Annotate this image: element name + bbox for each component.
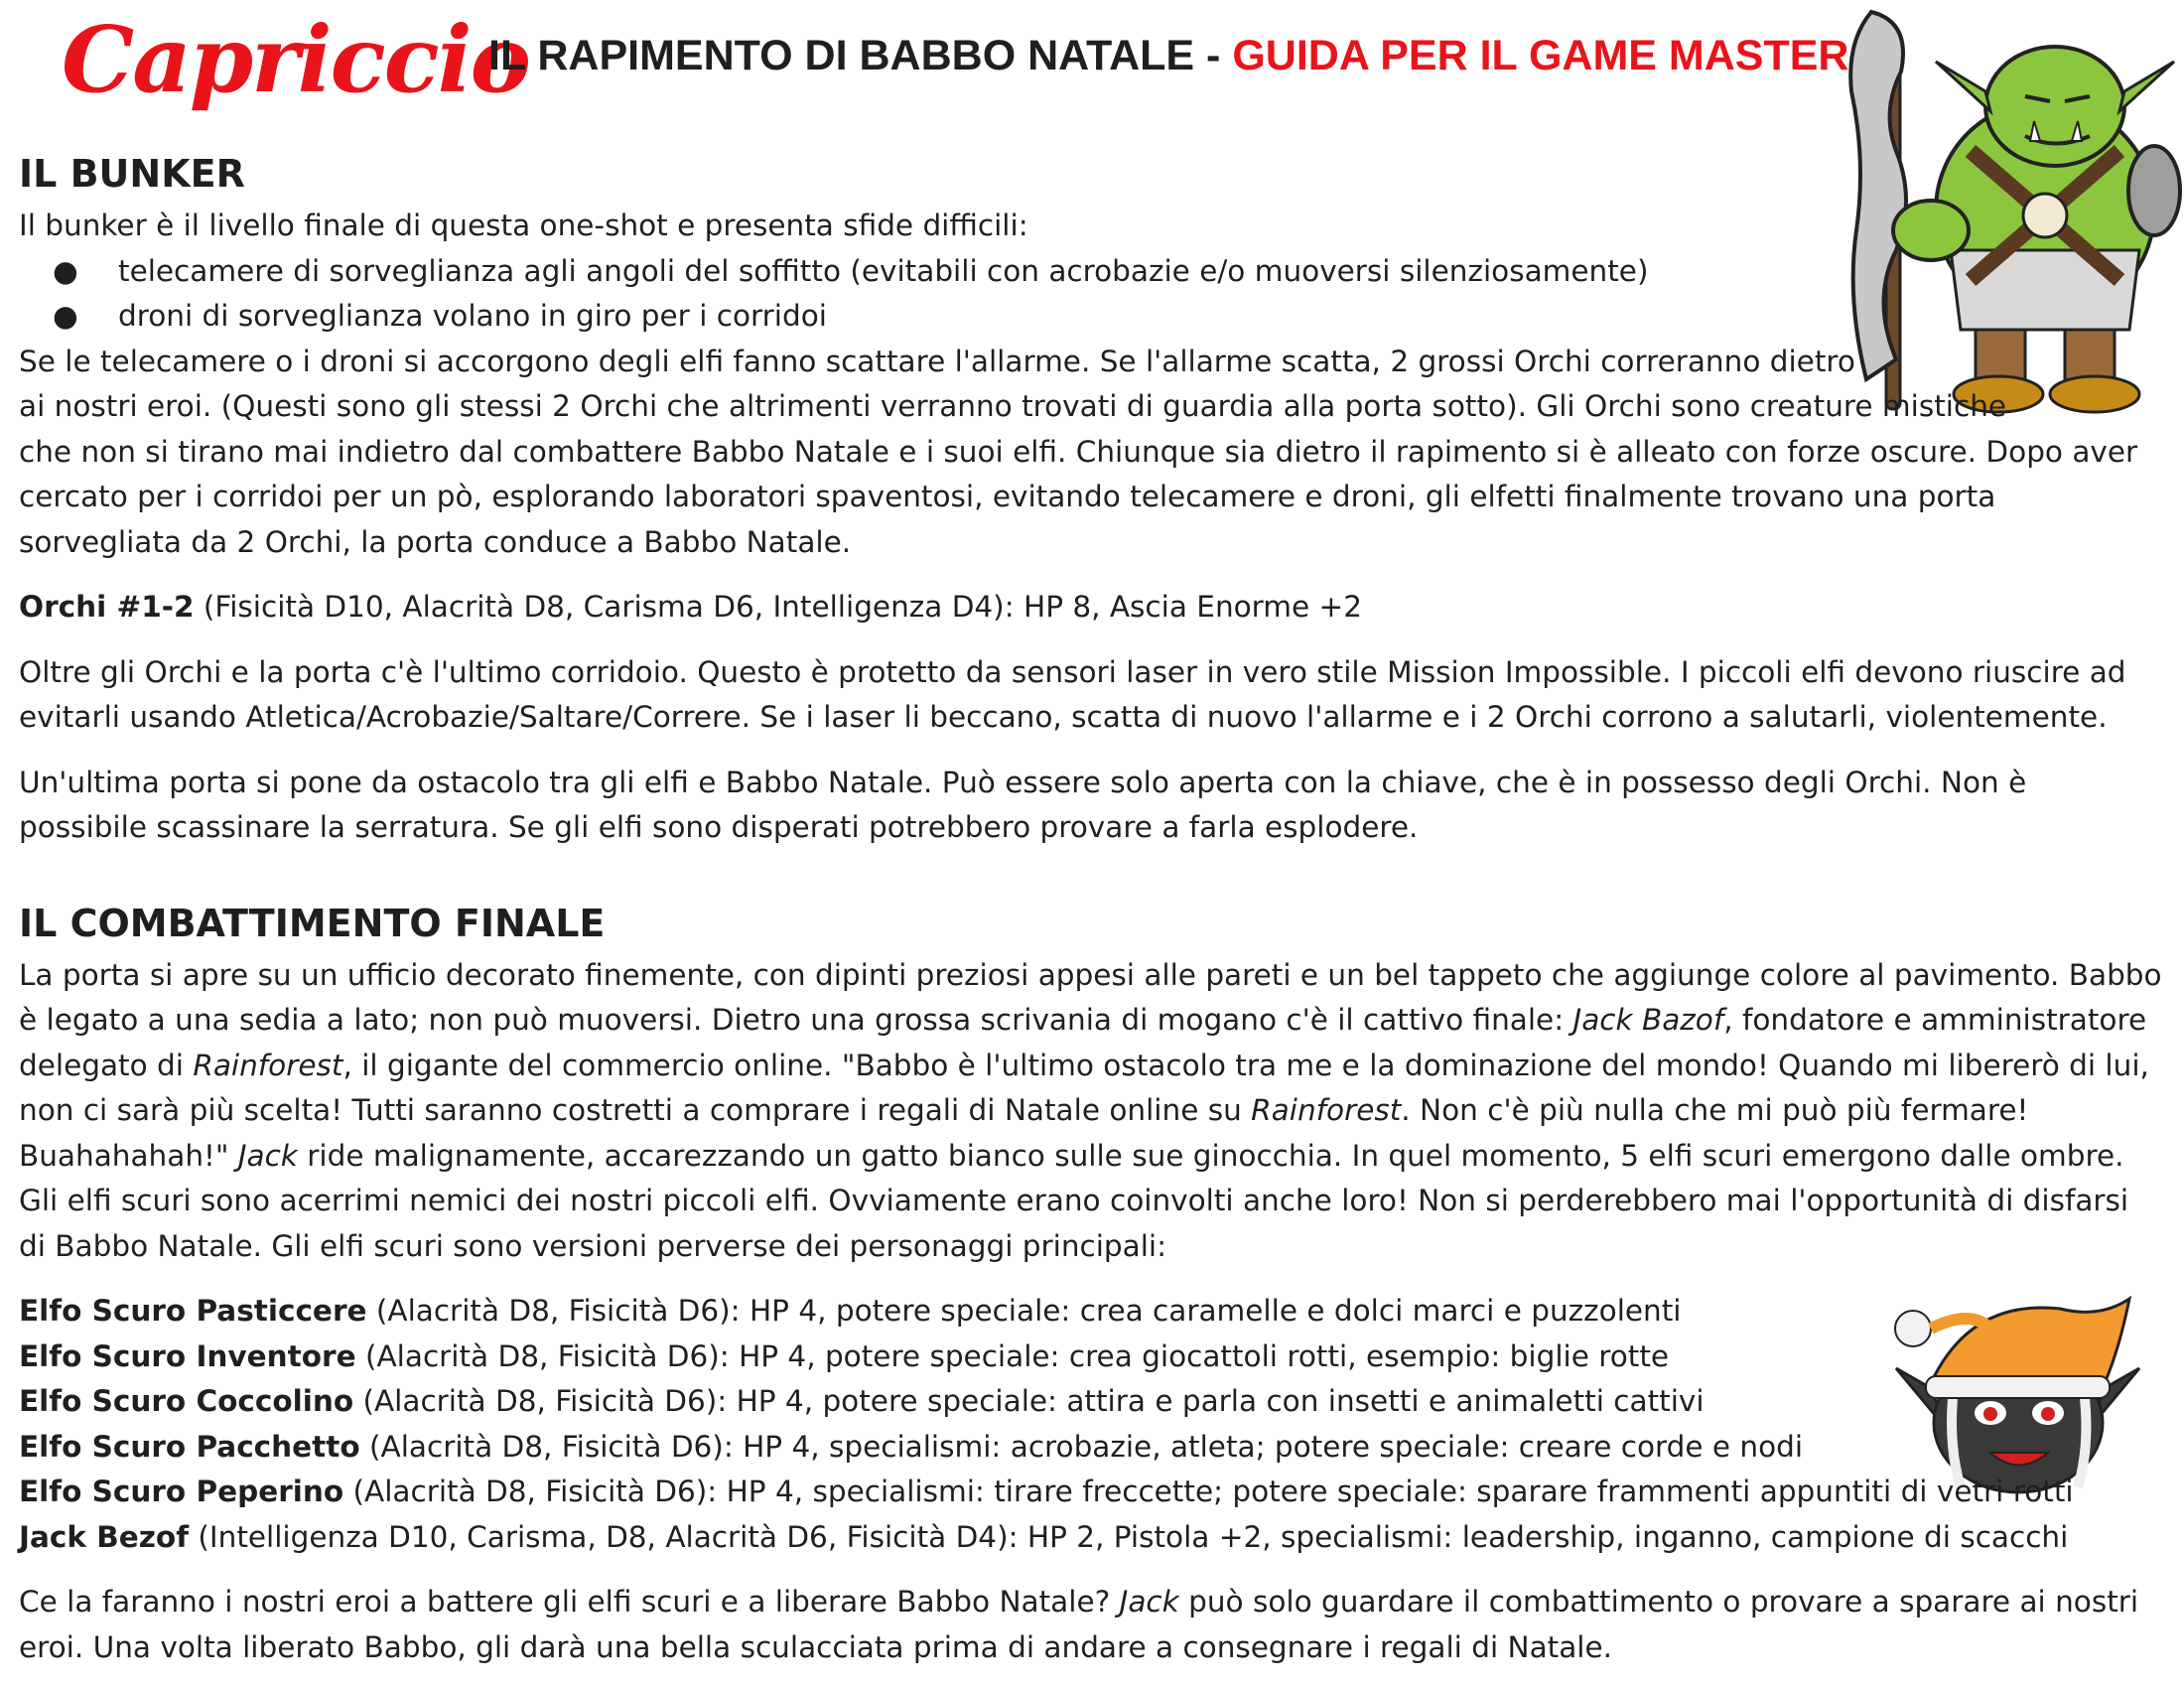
paragraph-line: Se le telecamere o i droni si accorgono degli elfi fanno scattare l'allarme. Se l'allarme scatta, 2 grossi Orchi correranno dietro (19, 344, 1855, 378)
bullet-icon: ● (53, 253, 78, 288)
text-run: , fondatore e amministratore delegato di (19, 1003, 2147, 1082)
enemy-row (19, 1289, 2163, 1335)
list-item (19, 249, 2163, 295)
enemy-name: Elfo Scuro Pasticcere (19, 1294, 367, 1328)
bunker-heading: IL BUNKER (19, 152, 245, 196)
bullet-text: telecamere di sorveglianza agli angoli del soffitto (evitabili con acrobazie e/o muoversi silenziosamente) (118, 253, 1649, 288)
text-run: Ce la faranno i nostri eroi a battere gli elfi scuri e a liberare Babbo Natale? (19, 1585, 1120, 1618)
text-run-italic: Rainforest (1251, 1093, 1402, 1127)
bunker-intro: Il bunker è il livello finale di questa one-shot e presenta sfide difficili: (19, 209, 1028, 242)
enemy-stats: (Alacrità D8, Fisicità D6): HP 4, specialismi: acrobazie, atleta; potere speciale: creare corde e nodi (359, 1429, 1804, 1464)
text-run-italic: Jack (1119, 1585, 1179, 1618)
enemy-name: Jack Bezof (19, 1519, 190, 1554)
enemy-stats: (Alacrità D8, Fisicità D6): HP 4, potere speciale: crea caramelle e dolci marci e puzzolenti (366, 1294, 1682, 1328)
enemy-stats: (Alacrità D8, Fisicità D6): HP 4, potere speciale: attira e parla con insetti e animaletti cattivi (353, 1384, 1705, 1418)
enemy-name: Elfo Scuro Coccolino (19, 1384, 354, 1418)
header-title: IL RAPIMENTO DI BABBO NATALE - (488, 32, 1233, 79)
enemy-name: Elfo Scuro Peperino (19, 1475, 344, 1508)
text-run: ride malignamente, accarezzando un gatto bianco sulle sue ginocchia. In quel momento, 5 elfi scuri emergono dalle ombre. Gli elfi scuri sono acerrimi nemici dei nostri piccoli elfi. Ovviamente erano coinvolti anche loro! Non si perderebbero mai l'opportunità di disfarsi di Babbo Natale. Gli elfi scuri sono versioni perverse dei personaggi principali: (19, 1138, 2129, 1263)
enemy-row (19, 1425, 2163, 1471)
bunker-paragraph-2: Oltre gli Orchi e la porta c'è l'ultimo corridoio. Questo è protetto da sensori laser in vero stile Mission Impossible. I piccoli elfi devono riuscire ad evitarli usando Atletica/Acrobazie/Saltare/Correre. Se i laser li beccano, scatta di nuovo l'allarme e i 2 Orchi corrono a salutarli, violentemente. (19, 654, 2126, 734)
bunker-paragraph-1 (19, 340, 2163, 566)
enemy-name: Elfo Scuro Pacchetto (19, 1429, 360, 1464)
bunker-paragraph-3: Un'ultima porta si pone da ostacolo tra gli elfi e Babbo Natale. Può essere solo aperta con la chiave, che è in possesso degli Orchi. Non è possibile scassinare la serratura. Se gli elfi sono disperati potrebbero provare a farla esplodere. (19, 765, 2027, 844)
text-run: La porta si apre su un ufficio decorato finemente, con dipinti preziosi appesi alle pareti e un bel tappeto che aggiunge colore al pavimento. Babbo è legato a una sedia a lato; non può muoversi. Dietro una grossa scrivania di mogano c'è il cattivo finale: (19, 957, 2162, 1037)
text-run: può solo guardare il combattimento o provare a sparare ai nostri eroi. Una volta liberato Babbo, gli darà una bella sculacciata prima di andare a consegnare i regali di Natale. (19, 1585, 2139, 1664)
enemy-stats: (Intelligenza D10, Carisma, D8, Alacrità D6, Fisicità D4): HP 2, Pistola +2, specialismi: leadership, inganno, campione di scacchi (189, 1519, 2069, 1554)
text-run: . Non c'è più nulla che mi può più fermare! Buahahahah!" (19, 1093, 2029, 1173)
paragraph-text: che non si tirano mai indietro dal combattere Babbo Natale e i suoi elfi. Chiunque sia dietro il rapimento si è alleato con forze oscure. Dopo aver cercato per i corridoi per un pò, esplorando laboratori spaventosi, evitando telecamere e droni, gli elfetti finalmente trovano una porta sorvegliata da 2 Orchi, la porta conduce a Babbo Natale. (19, 434, 2138, 559)
enemy-row (19, 1470, 2163, 1515)
enemy-row (19, 1379, 2163, 1425)
paragraph-line: ai nostri eroi. (Questi sono gli stessi 2 Orchi che altrimenti verranno trovati di guardia alla porta sotto). Gli Orchi sono creature mistiche (19, 389, 2007, 423)
text-run-italic: Jack (237, 1138, 298, 1173)
page-header (488, 32, 1848, 80)
text-run-italic: Rainforest (193, 1048, 343, 1082)
enemy-stats: (Alacrità D8, Fisicità D6): HP 4, specialismi: tirare freccette; potere speciale: sparare frammenti appuntiti di vetri rotti (343, 1475, 2074, 1508)
bullet-text: droni di sorveglianza volano in giro per i corridoi (118, 299, 827, 333)
enemy-row (19, 1515, 2163, 1561)
enemy-name: Elfo Scuro Inventore (19, 1338, 356, 1373)
enemy-name: Orchi #1-2 (19, 590, 195, 624)
list-item (19, 294, 2163, 340)
enemy-stats: (Fisicità D10, Alacrità D8, Carisma D6, Intelligenza D4): HP 8, Ascia Enorme +2 (194, 590, 1363, 624)
enemy-row (19, 1335, 2163, 1380)
closing-paragraph (19, 1580, 2163, 1670)
bunker-bullet-list (19, 249, 2163, 340)
combat-paragraph (19, 953, 2163, 1270)
orchi-stats (19, 585, 2163, 631)
bullet-icon: ● (53, 299, 78, 333)
logo: Capriccio (62, 6, 529, 113)
text-run: , il gigante del commercio online. "Babbo è l'ultimo ostacolo tra me e la dominazione del mondo! Quando mi libererò di lui, non ci sarà più scelta! Tutti saranno costretti a comprare i regali di Natale online su (19, 1048, 2149, 1127)
header-subtitle: GUIDA PER IL GAME MASTER (1232, 32, 1849, 79)
combat-heading: IL COMBATTIMENTO FINALE (19, 901, 606, 945)
text-run-italic: Jack Bazof (1572, 1003, 1724, 1037)
document-body (19, 149, 2163, 1670)
enemy-list (19, 1289, 2163, 1560)
enemy-stats: (Alacrità D8, Fisicità D6): HP 4, potere speciale: crea giocattoli rotti, esempio: biglie rotte (355, 1338, 1670, 1373)
